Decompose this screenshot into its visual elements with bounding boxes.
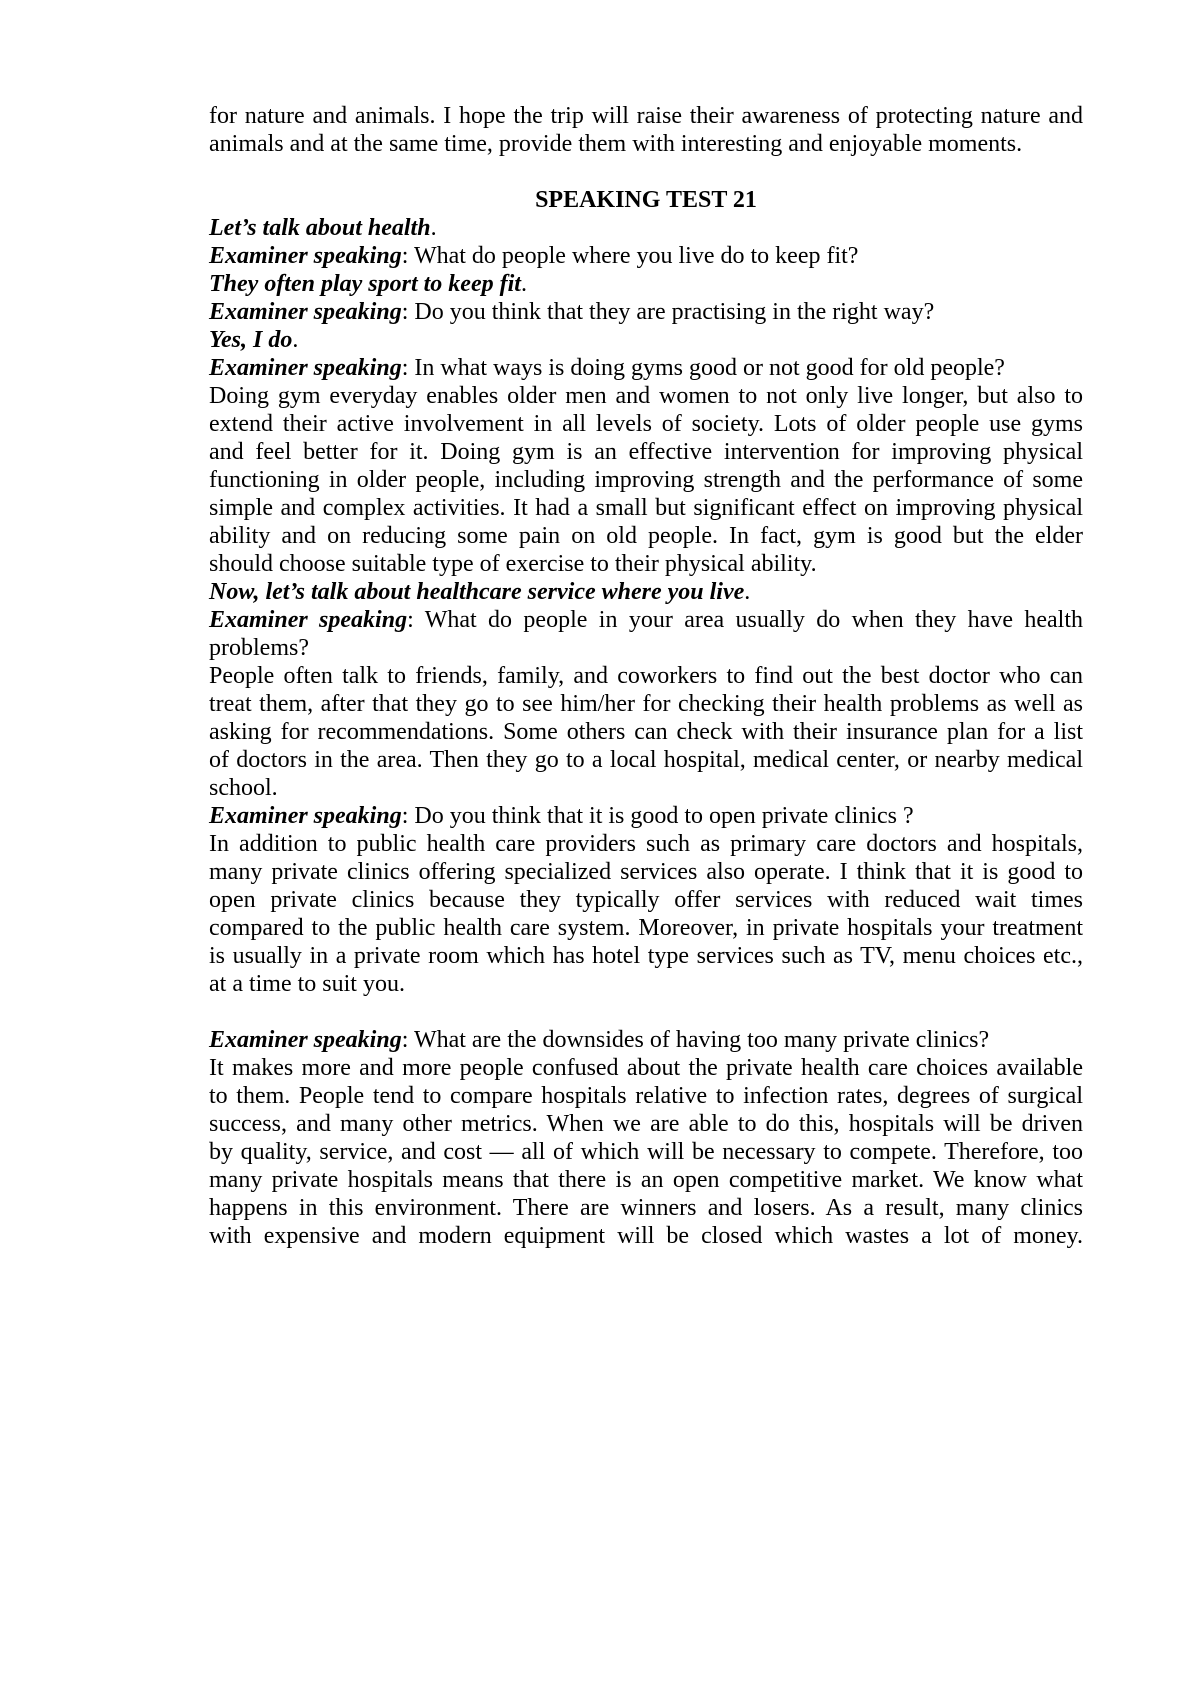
text-run: happens in this environment. There are winners and losers. As a result, many clinics [209,1195,1083,1221]
bold-italic-run: Let’s talk about health [209,215,431,241]
text-run: simple and complex activities. It had a small but significant effect on improving physical [209,495,1083,521]
text-line [209,1166,1083,1194]
bold-italic-run: Now, let’s talk about healthcare service where you live [209,579,745,605]
bold-italic-run: Examiner speaking [209,607,408,633]
text-line [209,1026,1083,1054]
text-run: is usually in a private room which has hotel type services such as TV, menu choices etc., [209,943,1083,969]
blank-line [209,998,1083,1026]
bold-italic-run: Yes, I do [209,327,293,353]
text-line [209,382,1083,410]
bold-italic-run: Examiner speaking [209,243,402,269]
text-run: by quality, service, and cost — all of which will be necessary to compete. Therefore, too [209,1139,1083,1165]
section-heading [209,186,1083,214]
paragraph [209,662,1083,802]
paragraph [209,382,1083,578]
text-run: for nature and animals. I hope the trip will raise their awareness of protecting nature and [209,103,1083,129]
text-run: In addition to public health care providers such as primary care doctors and hospitals, [209,831,1083,857]
text-run: success, and many other metrics. When we are able to do this, hospitals will be driven [209,1111,1083,1137]
text-run: at a time to suit you. [209,971,405,997]
text-line [209,886,1083,914]
text-run: . [520,271,527,297]
text-line [209,914,1083,942]
text-run: . [292,327,299,353]
text-run: : Do you think that it is good to open private clinics ? [401,803,914,829]
text-run: It makes more and more people confused about the private health care choices available [209,1055,1083,1081]
text-line [209,690,1083,718]
text-line [209,774,1083,802]
text-line [209,1194,1083,1222]
text-run: Doing gym everyday enables older men and women to not only live longer, but also to [209,383,1083,409]
text-line [209,1054,1083,1082]
text-run: and feel better for it. Doing gym is an effective intervention for improving physical [209,439,1083,465]
text-run: : What do people in your area usually do when they have health [407,607,1083,633]
text-run: problems? [209,635,309,661]
text-run: with expensive and modern equipment will be closed which wastes a lot of money. [209,1223,1083,1249]
text-line [209,1138,1083,1166]
text-line [209,354,1083,382]
paragraph [209,242,1083,270]
text-line [209,494,1083,522]
text-line [209,214,1083,242]
text-line [209,326,1083,354]
paragraph [209,578,1083,606]
text-run: : Do you think that they are practising in the right way? [401,299,935,325]
paragraph [209,326,1083,354]
paragraph [209,270,1083,298]
text-run: : What are the downsides of having too many private clinics? [401,1027,990,1053]
text-line [209,858,1083,886]
text-run: functioning in older people, including improving strength and the performance of some [209,467,1083,493]
blank-line [209,158,1083,186]
text-run: should choose suitable type of exercise to their physical ability. [209,551,817,577]
text-run: asking for recommendations. Some others can check with their insurance plan for a list [209,719,1083,745]
text-run: extend their active involvement in all levels of society. Lots of older people use gyms [209,411,1083,437]
text-run: ability and on reducing some pain on old people. In fact, gym is good but the elder [209,523,1083,549]
text-line [209,802,1083,830]
paragraph [209,1054,1083,1250]
text-run: many private hospitals means that there is an open competitive market. We know what [209,1167,1083,1193]
text-run: of doctors in the area. Then they go to a local hospital, medical center, or nearby medical [209,747,1083,773]
text-run: open private clinics because they typically offer services with reduced wait times [209,887,1083,913]
paragraph [209,606,1083,662]
text-line [209,550,1083,578]
bold-italic-run: They often play sport to keep fit [209,271,521,297]
paragraph [209,102,1083,158]
text-run: animals and at the same time, provide them with interesting and enjoyable moments. [209,131,1023,157]
text-run: to them. People tend to compare hospitals relative to infection rates, degrees of surgical [209,1083,1083,1109]
text-run: school. [209,775,278,801]
text-line [209,634,1083,662]
text-run: compared to the public health care system. Moreover, in private hospitals your treatment [209,915,1083,941]
text-run: People often talk to friends, family, and coworkers to find out the best doctor who can [209,663,1083,689]
text-line [209,522,1083,550]
bold-italic-run: Examiner speaking [209,1027,402,1053]
paragraph [209,830,1083,998]
text-line [209,242,1083,270]
text-line [209,410,1083,438]
text-run: treat them, after that they go to see him/her for checking their health problems as well as [209,691,1083,717]
text-line [209,1222,1083,1250]
text-line [209,942,1083,970]
text-run: many private clinics offering specialized services also operate. I think that it is good to [209,859,1083,885]
bold-italic-run: Examiner speaking [209,355,402,381]
bold-italic-run: Examiner speaking [209,299,402,325]
text-run: : In what ways is doing gyms good or not good for old people? [401,355,1005,381]
paragraph [209,802,1083,830]
paragraph [209,354,1083,382]
text-line [209,270,1083,298]
text-line [209,102,1083,130]
text-line [209,746,1083,774]
text-line [209,970,1083,998]
text-run: : What do people where you live do to keep fit? [401,243,859,269]
paragraph [209,1026,1083,1054]
text-run: . [430,215,437,241]
bold-run: SPEAKING TEST 21 [535,187,757,213]
text-line [209,1110,1083,1138]
text-line [209,186,1083,214]
text-line [209,130,1083,158]
text-line [209,718,1083,746]
text-line [209,578,1083,606]
text-run: . [744,579,751,605]
text-line [209,438,1083,466]
bold-italic-run: Examiner speaking [209,803,402,829]
text-line [209,298,1083,326]
paragraph [209,298,1083,326]
text-line [209,466,1083,494]
text-line [209,662,1083,690]
text-line [209,1082,1083,1110]
paragraph [209,214,1083,242]
text-line [209,606,1083,634]
text-line [209,830,1083,858]
